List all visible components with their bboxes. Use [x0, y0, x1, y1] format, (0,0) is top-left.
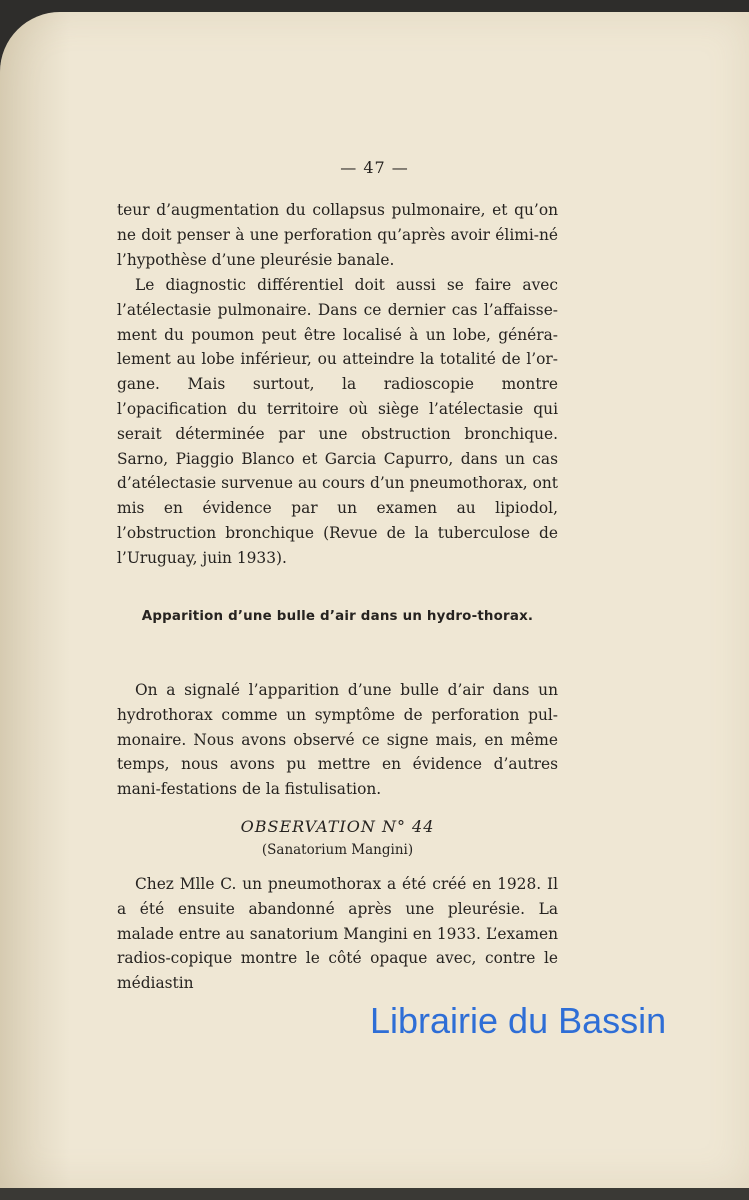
- paragraph-2: Le diagnostic différentiel doit aussi se faire avec l’atélectasie pulmonaire. Dans ce dernier cas l’affaisse-ment du poumon peut être localisé à un lobe, généra-lement au lobe inférieur, ou atteindre la totalité de l’or-gane. Mais surtout, la radioscopie montre l’opacification du territoire où siège l’atélectasie qui serait déterminée par une obstruction bronchique. Sarno, Piaggio Blanco et Garcia Capurro, dans un cas d’atélectasie survenue au cours d’un pneumothorax, ont mis en évidence par un examen au lipiodol, l’obstruction bronchique (Revue de la tuberculose de l’Uruguay, juin 1933).: [117, 276, 558, 567]
- page-number: — 47 —: [340, 158, 409, 177]
- paragraph-3: On a signalé l’apparition d’une bulle d’air dans un hydrothorax comme un symptôme de perforation pul-monaire. Nous avons observé ce signe mais, en même temps, nous avons pu mettre en évidence d’autres mani-festations de la fistulisation.: [117, 681, 558, 799]
- observation-subtitle: (Sanatorium Mangini): [261, 842, 414, 858]
- bottom-edge: [0, 1188, 749, 1200]
- page-curl-shadow: [0, 12, 70, 1188]
- paragraph-1: teur d’augmentation du collapsus pulmonaire, et qu’on ne doit penser à une perforation qu’après avoir élimi-né l’hypothèse d’une pleurésie banale.: [117, 201, 558, 269]
- section-heading: Apparition d’une bulle d’air dans un hydro-thorax.: [141, 609, 534, 624]
- paragraph-4: Chez Mlle C. un pneumothorax a été créé en 1928. Il a été ensuite abandonné après une pleurésie. La malade entre au sanatorium Mangini en 1933. L’examen radios-copique montre le côté opaque avec, contre le médiastin: [117, 875, 558, 993]
- observation-title: OBSERVATION N° 44: [240, 817, 435, 836]
- watermark-text: Librairie du Bassin: [370, 1000, 667, 1041]
